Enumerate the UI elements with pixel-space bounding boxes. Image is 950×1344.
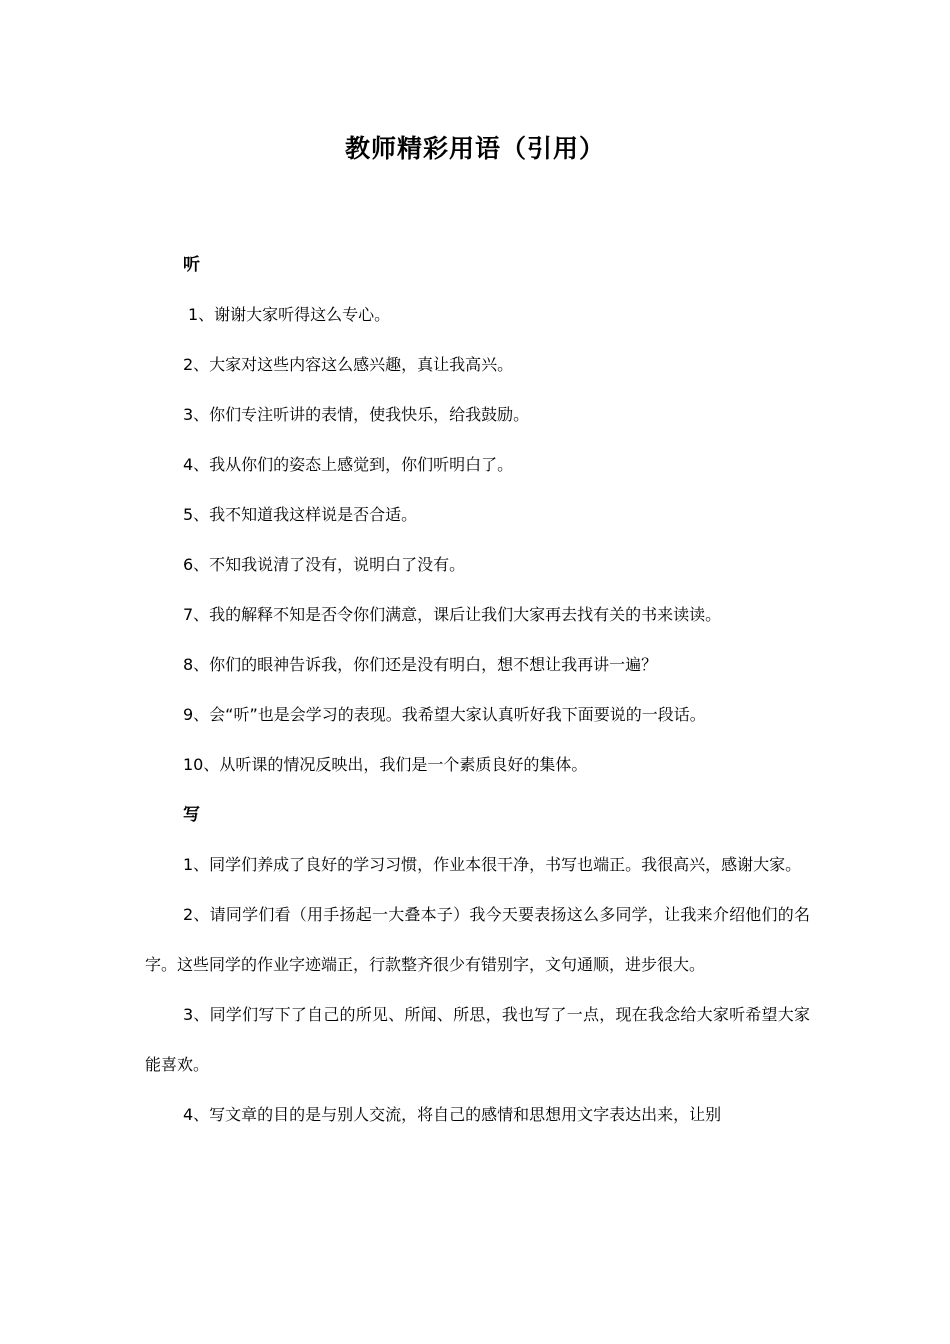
section-heading-listen: 听 <box>183 255 200 275</box>
document-body <box>145 240 810 1140</box>
listen-item-6: 6、不知我说清了没有，说明白了没有。 <box>183 555 466 574</box>
listen-item-9: 9、会“听”也是会学习的表现。我希望大家认真听好我下面要说的一段话。 <box>183 705 706 724</box>
document-title: 教师精彩用语（引用） <box>344 134 605 163</box>
listen-item-2: 2、大家对这些内容这么感兴趣，真让我高兴。 <box>183 355 514 374</box>
listen-item-1: 1、谢谢大家听得这么专心。 <box>188 305 391 324</box>
listen-item-3: 3、你们专注听讲的表情，使我快乐，给我鼓励。 <box>183 405 530 424</box>
listen-item-10: 10、从听课的情况反映出，我们是一个素质良好的集体。 <box>183 755 588 774</box>
write-item-4: 4、写文章的目的是与别人交流，将自己的感情和思想用文字表达出来，让别 <box>183 1105 722 1124</box>
listen-item-8: 8、你们的眼神告诉我，你们还是没有明白，想不想让我再讲一遍？ <box>183 655 658 674</box>
write-item-3: 3、同学们写下了自己的所见、所闻、所思，我也写了一点，现在我念给大家听希望大家能喜欢。 <box>145 1005 810 1074</box>
listen-item-7: 7、我的解释不知是否令你们满意，课后让我们大家再去找有关的书来读读。 <box>183 605 722 624</box>
write-item-2: 2、请同学们看（用手扬起一大叠本子）我今天要表扬这么多同学，让我来介绍他们的名字。这些同学的作业字迹端正，行款整齐很少有错别字，文句通顺，进步很大。 <box>145 905 810 974</box>
write-item-1: 1、同学们养成了良好的学习习惯，作业本很干净，书写也端正。我很高兴，感谢大家。 <box>183 855 802 874</box>
listen-item-4: 4、我从你们的姿态上感觉到，你们听明白了。 <box>183 455 514 474</box>
section-heading-write: 写 <box>183 805 200 825</box>
listen-item-5: 5、我不知道我这样说是否合适。 <box>183 505 418 524</box>
